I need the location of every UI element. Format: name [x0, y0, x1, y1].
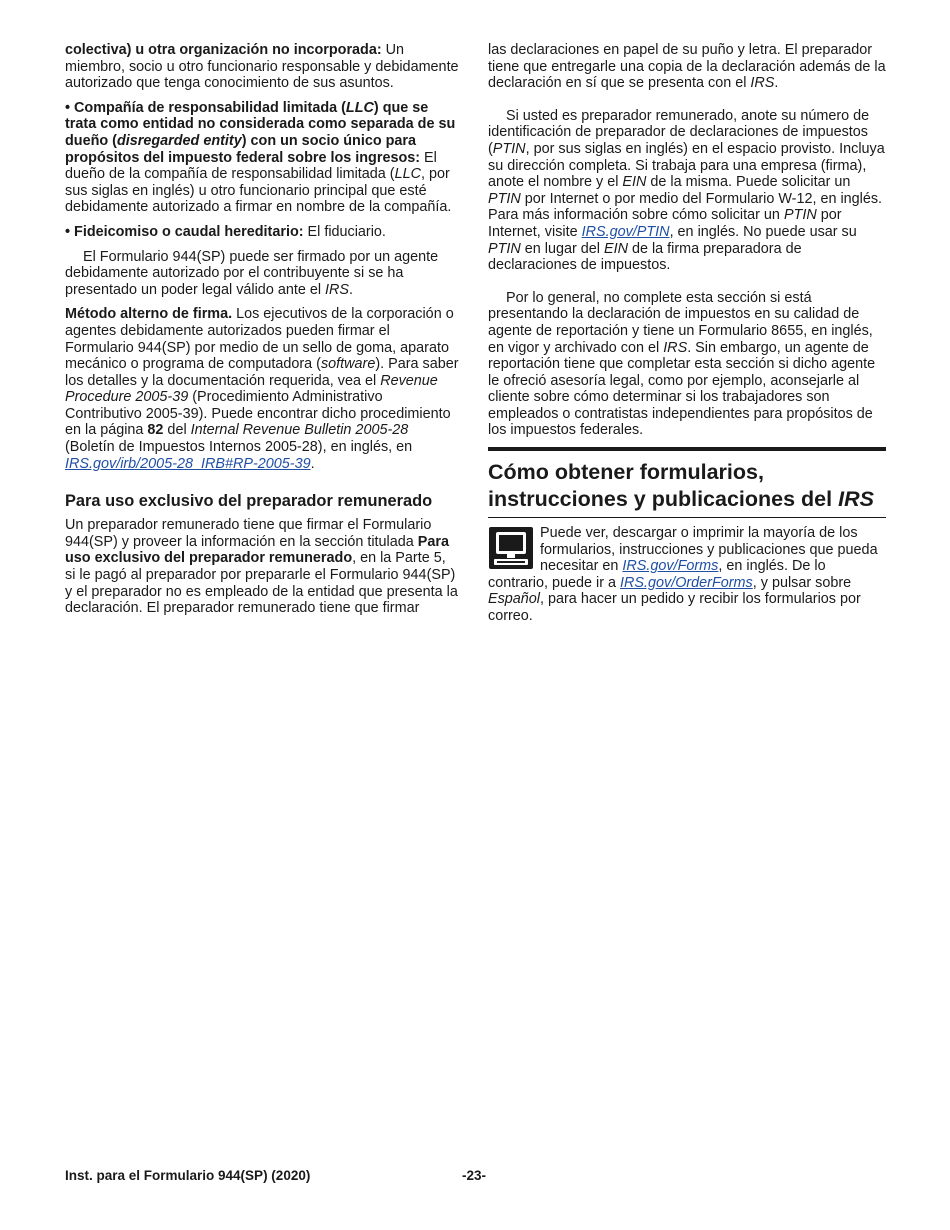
subheading-paid-preparer: Para uso exclusivo del preparador remunerado	[65, 492, 433, 511]
order-forms-link[interactable]: IRS.gov/OrderForms	[620, 574, 753, 591]
computer-icon	[488, 526, 534, 570]
right-column	[488, 42, 886, 625]
ptin-link[interactable]: IRS.gov/PTIN	[581, 223, 670, 240]
paragraph-preparer-copy: las declaraciones en papel de su puño y letra. El preparador tiene que entregarle una copia de la declaración además de la declaración en sí que se presenta con el IRS.	[488, 42, 886, 92]
paragraph-llc-signer: • Compañía de responsabilidad limitada (LLC) que se trata como entidad no considerada como separada de su dueño (disregarded entity) con un socio único para propósitos del impuesto federal sobre los ingresos: El dueño de la compañía de responsabilidad limitada (LLC, por sus siglas en inglés) u otro funcionario principal que esté debidamente autorizado a firmar en nombre de la compañía.	[65, 99, 456, 216]
paragraph-trust-signer: • Fideicomiso o caudal hereditario: El fiduciario.	[65, 223, 386, 240]
term-label: colectiva) u otra organización no incorporada:	[65, 42, 382, 58]
left-column	[65, 42, 460, 625]
paragraph-partnership-signer: colectiva) u otra organización no incorporada: Un miembro, socio u otro funcionario responsable y debidamente autorizado que tenga conocimiento de sus asuntos.	[65, 42, 459, 92]
paragraph-paid-preparer: Un preparador remunerado tiene que firmar el Formulario 944(SP) y proveer la información en la sección titulada Para uso exclusivo del preparador remunerado, en la Parte 5, si le pagó al preparador por prepararle el Formulario 944(SP) y el preparador no es empleado de la entidad que presenta la declaración. El preparador remunerado tiene que firmar	[65, 517, 458, 617]
paragraph-get-forms: Puede ver, descargar o imprimir la mayoría de los formularios, instrucciones y publicaciones que pueda necesitar en IRS.gov/Forms, en inglés. De lo contrario, puede ir a IRS.gov/OrderForms, y pulsar sobre Español, para hacer un pedido y recibir los formularios por correo.	[488, 525, 878, 625]
page-number: -23-	[462, 1168, 487, 1183]
section-divider	[488, 447, 886, 451]
forms-link[interactable]: IRS.gov/Forms	[622, 558, 719, 575]
paragraph-reporting-agent: Por lo general, no complete esta sección si está presentando la declaración de impuestos en su calidad de agente de reportación y tiene un Formulario 8655, en inglés, en vigor y archivado con el IRS. Sin embargo, un agente de reportación tiene que completar esta sección si dicho agente le ofreció asesoría legal, como por ejemplo, aconsejarle al cliente sobre cómo determinar si los trabajadores son empleados o contratistas independientes para propósitos de los impuestos federales.	[488, 289, 876, 439]
footer-form-title: Inst. para el Formulario 944(SP) (2020)	[65, 1168, 311, 1183]
forms-info-block	[488, 525, 886, 625]
paragraph-alternative-signature: Método alterno de firma. Los ejecutivos de la corporación o agentes debidamente autorizados pueden firmar el Formulario 944(SP) por medio de un sello de goma, aparato mecánico o programa de computadora (software). Para saber los detalles y la documentación requerida, vea el Revenue Procedure 2005-39 (Procedimiento Administrativo Contributivo 2005-39). Puede encontrar dicho procedimiento en la página 82 del Internal Revenue Bulletin 2005-28 (Boletín de Impuestos Internos 2005-28), en inglés, en IRS.gov/irb/2005-28_IRB#RP-2005-39.	[65, 306, 459, 472]
paragraph-ptin: Si usted es preparador remunerado, anote su número de identificación de preparador de declaraciones de impuestos (PTIN, por sus siglas en inglés) en el espacio provisto. Incluya su dirección completa. Si trabaja para una empresa (firma), anote el nombre y el EIN de la misma. Puede solicitar un PTIN por Internet o por medio del Formulario W-12, en inglés. Para más información sobre cómo solicitar un PTIN por Internet, visite IRS.gov/PTIN, en inglés. No puede usar su PTIN en lugar del EIN de la firma preparadora de declaraciones de impuestos.	[488, 107, 885, 274]
section-heading-forms: Cómo obtener formularios, instrucciones y publicaciones del IRS	[488, 460, 874, 512]
heading-underline	[488, 517, 886, 518]
paragraph-agent-signer: El Formulario 944(SP) puede ser firmado por un agente debidamente autorizado por el contribuyente si se ha presentado un poder legal válido ante el IRS.	[65, 248, 439, 298]
irb-link[interactable]: IRS.gov/irb/2005-28_IRB#RP-2005-39	[65, 455, 311, 472]
